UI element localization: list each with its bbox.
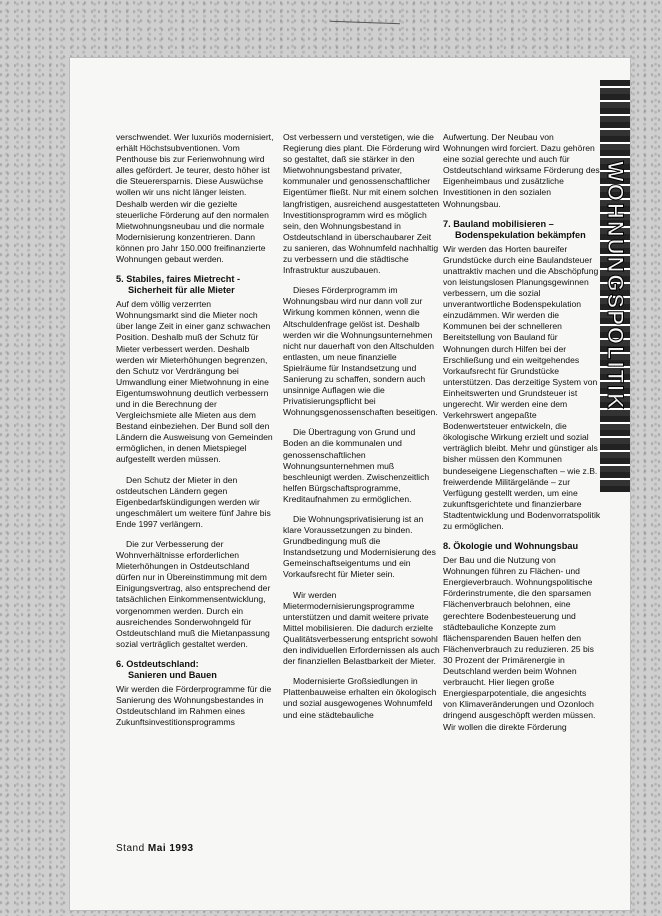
banner-text: WOHNUNGSPOLITIK <box>603 161 628 411</box>
heading-line: 8. Ökologie und Wohnungsbau <box>443 541 579 552</box>
heading-line: 7. Bauland mobilisieren – <box>443 218 554 229</box>
column-2 <box>283 132 441 730</box>
column-3 <box>443 132 601 742</box>
paragraph: Wir werden das Horten baureifer Grundstücke durch eine Baulandsteuer unattraktiv machen und die Abschöpfung von leistungslosen Planungsgewinnen verbessern, um die sozial unverantwortliche Bodenspekulation einzudämmen. Wir werden die Kommunen bei der schnelleren Bereitstellung von Bauland für Wohnungen durch Hilfen bei der Erschließung und ein weitgehendes Vorkaufsrecht für Grundstücke unterstützen. Das derzeitige System von Einheitswerten und Grundsteuer ist ungerecht. Wir werden eine dem Verkehrswert angepaßte Bodenwertsteuer entwickeln, die ökologische Wirkung erzielt und sozial verträglich bleibt. Mehr und günstiger als bisher müssen den Kommunen bundeseigene Liegenschaften – wie z.B. freiwerdende Militärgelände – zur Verfügung gestellt werden, um eine zukunftsgerichtete und finanzierbare Stadtentwicklung und Bodenvorratspolitik zu ermöglichen. <box>443 243 601 531</box>
paragraph: Ost verbessern und verstetigen, wie die Regierung dies plant. Die Förderung wird so gestaltet, daß sie stärker in den Mietwohnungsbestand privater, kommunaler und genossenschaftlicher Eigentümer fließt. Nur mit einem solchen langfristigen, ausreichend ausgestatteten Investitionsprogramm wird es möglich sein, den Wohnungsbestand in Ostdeutschland in überschaubarer Zeit zu sanieren, das Wohnumfeld nachhaltig zu verbessern und die städtische Infrastruktur auszubauen. <box>283 132 440 276</box>
section-heading-8 <box>443 541 601 552</box>
paragraph: Dieses Förderprogramm im Wohnungsbau wird nur dann voll zur Wirkung kommen können, wenn die Altschuldenfrage gelöst ist. Deshalb werden wir die Wohnungsunternehmen nicht nur dauerhaft von den Altschulden entlasten, um neue finanzielle Spielräume für Instandsetzung und Sanierung zu schaffen, sondern auch unsinnige Auflagen wie die Privatisierungspflicht bei Wohnungsgenossenschaften beseitigen. <box>283 285 438 418</box>
paragraph: Den Schutz der Mieter in den ostdeutschen Ländern gegen Eigenbedarfskündigungen werden wir ungeschmälert um weitere fünf Jahre bis Ende 1997 verlängern. <box>116 474 271 529</box>
heading-line: Sanieren und Bauen <box>128 669 217 680</box>
paragraph: Wir werden Mietermodernisierungsprogramme unterstützen und damit weitere private Mittel mobilisieren. Die dadurch erzielte Qualitätsverbesserung entspricht sowohl den individuellen Erfordernissen als auch der finanziellen Belastbarkeit der Mieter. <box>283 589 440 667</box>
paragraph: Aufwertung. Der Neubau von Wohnungen wird forciert. Dazu gehören eine sozial gerechte und auch für Ostdeutschland wirksame Förderung des Eigenheimbaus und zusätzliche Investitionen in den sozialen Wohnungsbau. <box>443 132 600 209</box>
heading-line: Sicherheit für alle Mieter <box>128 285 235 296</box>
paragraph: Die Wohnungsprivatisierung ist an klare Voraussetzungen zu binden. Grundbedingung muß die Instandsetzung und Modernisierung des Gemeinschaftseigentums und ein Vorkaufsrecht für Mieter sein. <box>283 514 436 580</box>
page-footer <box>116 843 194 854</box>
footer-date: Mai 1993 <box>147 843 194 854</box>
footer-prefix: Stand <box>116 843 145 854</box>
paragraph: Auf dem völlig verzerrten Wohnungsmarkt sind die Mieter noch über lange Zeit in einer ganz schwachen Position. Deshalb muß der Schutz für Mieter verbessert werden. Deshalb werden wir Mieterhöhungen begrenzen, den Schutz vor Verdrängung bei Umwandlung einer Mietwohnung in eine Eigentumswohnung deutlich verbessern und in die Berechnung der Vergleichsmiete alle Mieten aus dem Bestand einbeziehen. Der Bund soll den Ländern die Ausweisung von Gemeinden ermöglichen, in denen Mietspiegel aufgestellt werden müssen. <box>116 299 273 465</box>
heading-line: 5. Stabiles, faires Mietrecht - <box>116 274 241 285</box>
paragraph: Die zur Verbesserung der Wohnverhältnisse erforderlichen Mieterhöhungen in Ostdeutschland dürfen nur in Übereinstimmung mit dem Einigungsvertrag, also entsprechend der tatsächlichen Einkommensentwicklung, vorgenommen werden. Durch ein ausreichendes Sonderwohngeld für Ostdeutschland muß die Mietanpassung sozial verträglich gestaltet werden. <box>116 539 271 649</box>
paragraph: Der Bau und die Nutzung von Wohnungen führen zu Flächen- und Energieverbrauch. Wohnungspolitische Förderinstrumente, die den sparsamen Flächenverbrauch belohnen, eine gerechtere Bodenbesteuerung und städtebauliche Konzepte zum flächensparenden Bauen helfen den Flächenverbrauch zu reduzieren. 25 bis 30 Prozent der Primärenergie in Deutschland werden beim Wohnen verbraucht. Hier liegen große Energiesparpotentiale, die angesichts von Klimaveränderungen und Ozonloch dringend ausgeschöpft werden müssen. Wir wollen die direkte Förderung <box>443 555 596 732</box>
heading-line: Bodenspekulation bekämpfen <box>455 229 586 240</box>
paragraph: Wir werden die Förderprogramme für die Sanierung des Wohnungsbestandes in Ostdeutschland im Rahmen eines Zukunftsinvestitionsprogramms <box>116 683 272 728</box>
paragraph: Die Übertragung von Grund und Boden an die kommunalen und genossenschaftlichen Wohnungsunternehmen muß beschleunigt werden. Zwischenzeitlich helfen Bürgschaftsprogramme, Kreditaufnahmen zu ermöglichen. <box>283 427 430 504</box>
heading-line: 6. Ostdeutschland: <box>116 658 199 669</box>
column-1 <box>116 132 274 737</box>
paragraph: Modernisierte Großsiedlungen in Plattenbauweise erhalten ein ökologisch und sozial ausgewogenes Wohnumfeld und eine städtebauliche <box>283 676 437 720</box>
section-heading-5 <box>116 274 274 296</box>
section-heading-6 <box>116 659 274 681</box>
section-heading-7 <box>443 219 601 241</box>
paragraph: verschwendet. Wer luxuriös modernisiert, erhält Höchstsubventionen. Vom Penthouse bis zur Ferienwohnung wird alles gefördert. Je teurer, desto höher ist die Steuerersparnis. Diese Auswüchse wollen wir uns nicht länger leisten. Deshalb werden wir die gezielte steuerliche Förderung auf den normalen Mietwohnungsneubau und die normale Modernisierung konzentrieren. Dann können pro Jahr 150.000 freifinanzierte Wohnungen gebaut werden. <box>116 132 274 265</box>
sidebar-banner <box>600 80 630 492</box>
